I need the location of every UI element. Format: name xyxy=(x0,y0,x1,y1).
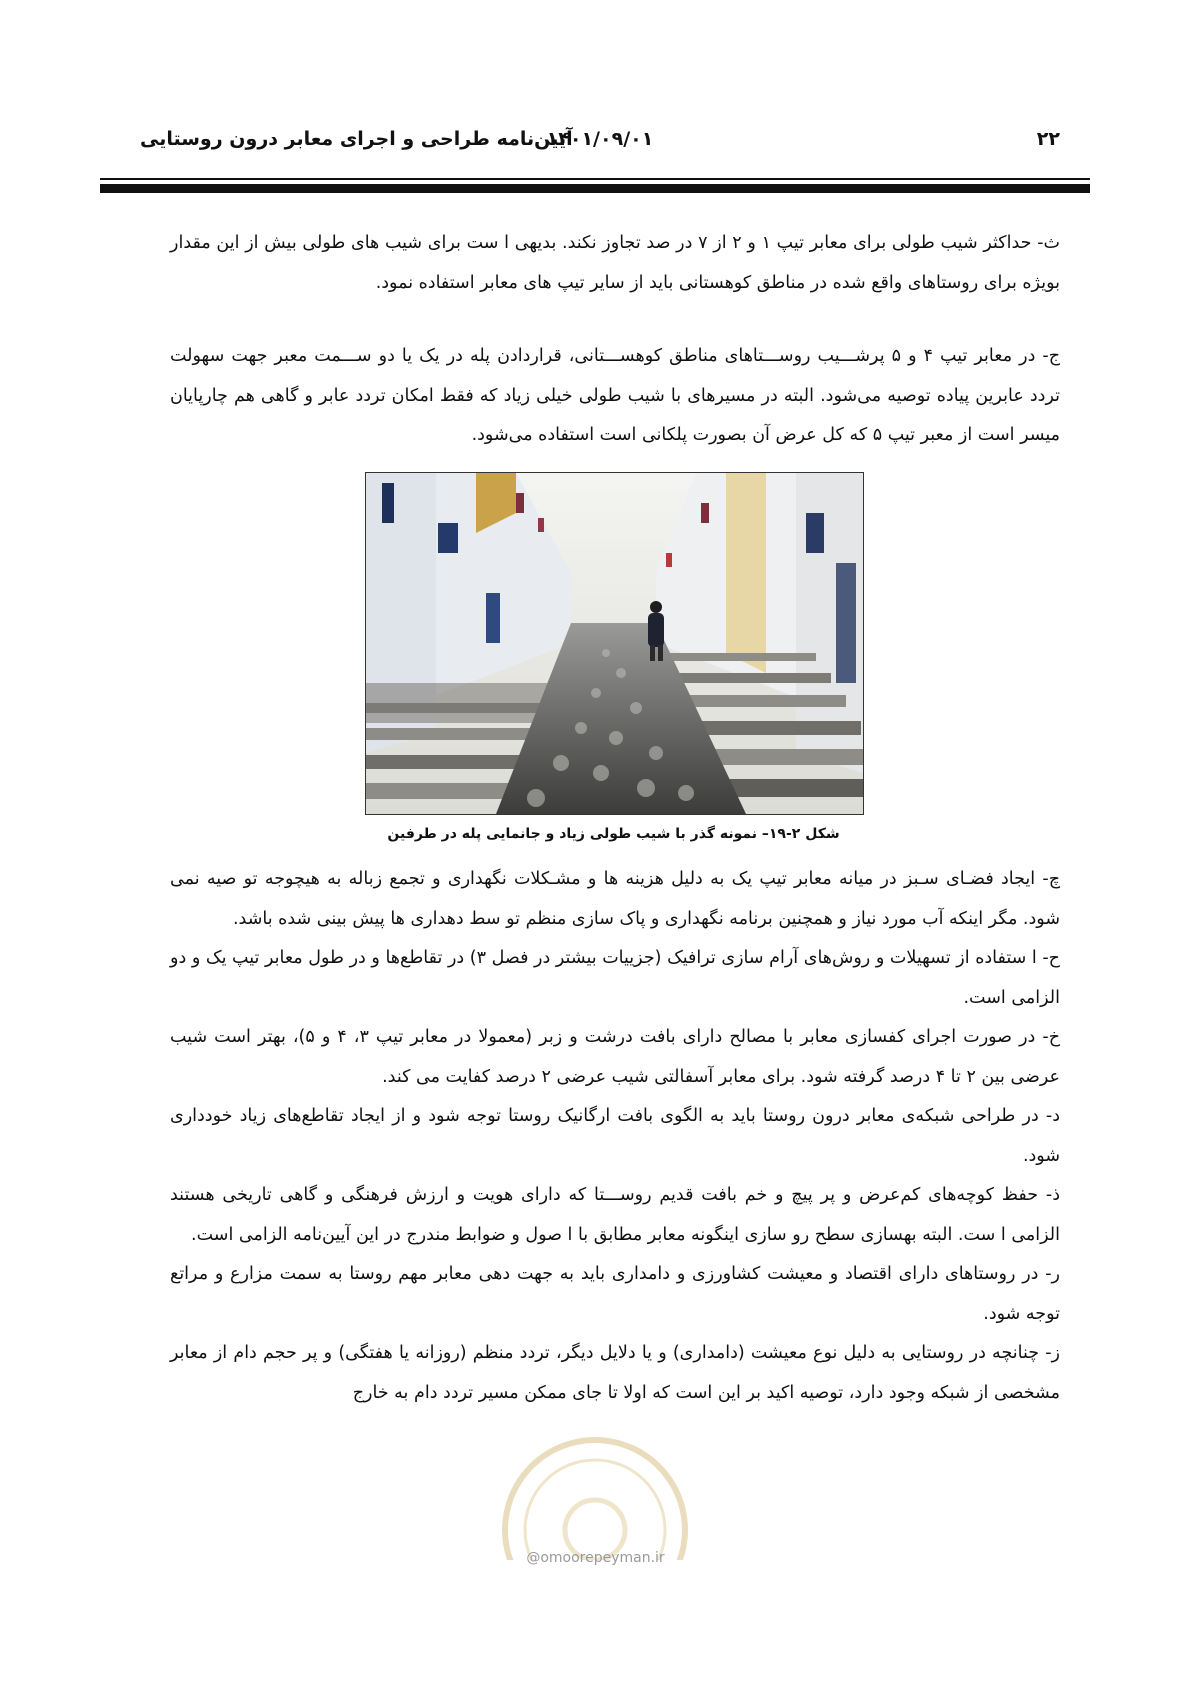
paragraph-zal: ذ- حفظ کوچه‌های کم‌عرض و پر پیچ و خم بافت قدیم روســـتا که دارای هویت و ارزش فرهنگی و گاهی تاریخی هستند الزامی ا ست. البته بهسازی سطح رو سازی اینگونه معابر مطابق با ا صول و ضوابط مندرج در این آیین‌نامه الزامی است. xyxy=(170,1185,1060,1245)
photo-illustration xyxy=(366,473,863,814)
paragraph-re: ر- در روستاهای دارای اقتصاد و معیشت کشاورزی و دامداری باید به جهت دهی معابر مهم روستا به سمت مزارع و مراتع توجه شود. xyxy=(170,1264,1060,1324)
body-text-bottom xyxy=(170,860,1060,1413)
watermark-seal-icon xyxy=(495,1430,695,1564)
paragraph-khe: خ- در صورت اجرای کفسازی معابر با مصالح دارای بافت درشت و زبر (معمولا در معابر تیپ ۳، ۴ و ۵)، بهتر است شیب عرضی بین ۲ تا ۴ درصد گرفته شود. برای معابر آسفالتی شیب عرضی ۲ درصد کفایت می کند. xyxy=(170,1027,1061,1087)
body-text-top-2 xyxy=(170,337,1060,456)
page-header xyxy=(140,128,1060,168)
watermark-text: @omoorepeyman.ir xyxy=(526,1550,665,1566)
document-date: ۱۴۰۱/۰۹/۰۱ xyxy=(546,128,654,150)
paragraph-tha: ث- حداکثر شیب طولی برای معابر تیپ ۱ و ۲ از ۷ در صد تجاوز نکند. بدیهی ا ست برای شیب های طولی بیش از این مقدار بویژه برای روستاهای واقع شده در مناطق کوهستانی باید از سایر تیپ های معابر استفاده نمود. xyxy=(170,233,1060,293)
body-text-top xyxy=(170,224,1060,303)
paragraph-ze: ز- چنانچه در روستایی به دلیل نوع معیشت (دامداری) و یا دلایل دیگر، تردد منظم (روزانه یا هفتگی) و پر حجم دام از معابر مشخصی از شبکه وجود دارد، توصیه اکید بر این است که اولا تا جای ممکن مسیر تردد دام به خارج xyxy=(170,1343,1060,1403)
header-divider-thin xyxy=(100,178,1090,180)
paragraph-he: ح- ا ستفاده از تسهیلات و روش‌های آرام سازی ترافیک (جزییات بیشتر در فصل ۳) در تقاطع‌ها و در طول معابر تیپ یک و دو الزامی است. xyxy=(170,948,1060,1008)
figure-caption: شکل ۲-۱۹– نمونه گذر با شیب طولی زیاد و جانمایی پله در طرفین xyxy=(387,826,840,842)
street-stairs-photo xyxy=(365,472,864,815)
page-number: ۲۲ xyxy=(1036,128,1060,150)
paragraph-dal: د- در طراحی شبکه‌ی معابر درون روستا باید به الگوی بافت ارگانیک روستا توجه شود و از ایجاد تقاطع‌های زیاد خودداری شود. xyxy=(170,1106,1060,1166)
paragraph-che: چ- ایجاد فضـای سـبز در میانه معابر تیپ یک به دلیل هزینه ها و مشـکلات نگهداری و تجمع زباله به هیچوجه تو صیه نمی شود. مگر اینکه آب مورد نیاز و همچنین برنامه نگهداری و پاک سازی منظم تو سط دهداری ها پیش بینی شده باشد. xyxy=(170,869,1060,929)
document-title: آیین‌نامه طراحی و اجرای معابر درون روستایی xyxy=(140,128,573,150)
header-divider-thick xyxy=(100,184,1090,193)
paragraph-jim: ج- در معابر تیپ ۴ و ۵ پرشـــیب روســـتاهای مناطق کوهســـتانی، قراردادن پله در یک یا دو ســـمت معبر جهت سهولت تردد عابرین پیاده توصیه می‌شود. البته در مسیرهای با شیب طولی خیلی زیاد که فقط امکان تردد عابر و گاهی هم چارپایان میسر است از معبر تیپ ۵ که کل عرض آن بصورت پلکانی است استفاده می‌شود. xyxy=(170,346,1061,445)
